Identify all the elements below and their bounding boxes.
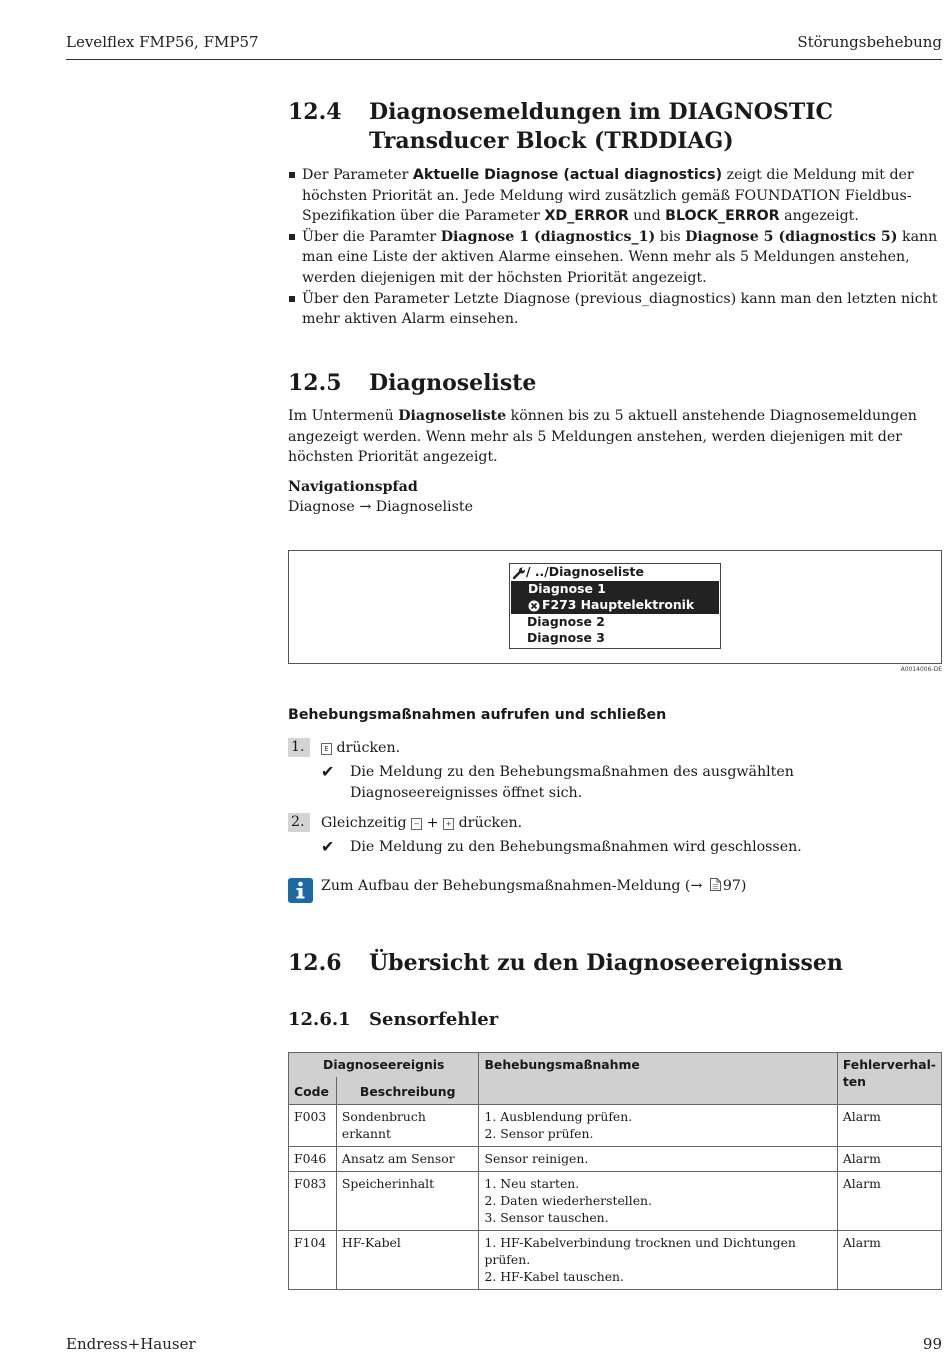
- section-12-6-1-heading: [288, 1008, 498, 1032]
- cell-behavior: Alarm: [837, 1105, 941, 1147]
- cell-code: F046: [289, 1147, 337, 1172]
- cell-behavior: Alarm: [837, 1172, 941, 1231]
- header-rule: [66, 59, 942, 60]
- cell-code: F083: [289, 1172, 337, 1231]
- checkmark-icon: ✔: [321, 762, 335, 781]
- sensor-error-table: [288, 1052, 942, 1290]
- figure-id: A0014006-DE: [900, 666, 942, 673]
- diagnoseliste-paragraph: Im Untermenü Diagnoseliste können bis zu 5 aktuell anstehende Diagnosemeldungen angezeigt werden. Wenn mehr als 5 Meldungen anstehen, werden diejenigen mit der höchsten Priorität angezeigt.: [288, 408, 917, 466]
- cell-description: HF-Kabel: [336, 1231, 479, 1290]
- plus-key-icon: +: [443, 818, 454, 830]
- section-12-4-heading: [288, 98, 942, 156]
- device-display: [509, 563, 721, 649]
- section-12-6-heading: [288, 949, 942, 978]
- header-product: Levelflex FMP56, FMP57: [66, 33, 259, 51]
- section-number: 12.5: [288, 370, 342, 396]
- wrench-icon: [513, 567, 526, 579]
- page-reference-icon[interactable]: [710, 878, 721, 891]
- section-title: Übersicht zu den Diagnoseereignissen: [369, 950, 843, 976]
- display-item-event: F273 Hauptelektronik: [511, 597, 719, 614]
- step-1-number: 1.: [288, 738, 310, 757]
- step-1-text: E drücken.: [321, 738, 400, 759]
- error-circle-icon: [528, 600, 540, 612]
- cell-behavior: Alarm: [837, 1147, 941, 1172]
- info-icon: [288, 878, 313, 903]
- display-figure: [288, 550, 942, 664]
- footer-brand: Endress+Hauser: [66, 1335, 196, 1353]
- cell-action: 1. Neu starten. 2. Daten wiederherstellen. 3. Sensor tauschen.: [479, 1172, 837, 1231]
- trddiag-bullet-list: [288, 165, 942, 330]
- section-number: 12.4: [288, 99, 342, 125]
- header-chapter: Störungsbehebung: [797, 33, 942, 51]
- section-title: Sensorfehler: [369, 1009, 499, 1030]
- navigation-path: Diagnose → Diagnoseliste: [288, 499, 473, 515]
- table-row: [289, 1147, 942, 1172]
- cell-description: Ansatz am Sensor: [336, 1147, 479, 1172]
- cell-description: Sondenbruch erkannt: [336, 1105, 479, 1147]
- cell-description: Speicherinhalt: [336, 1172, 479, 1231]
- table-row: [289, 1231, 942, 1290]
- section-number: 12.6.1: [288, 1009, 351, 1030]
- section-title: Diagnosemeldungen im DIAGNOSTIC Transducer Block (TRDDIAG): [369, 99, 834, 154]
- header-fehlerverhalten: Fehlerverhal-ten: [837, 1053, 941, 1105]
- checkmark-icon: ✔: [321, 837, 335, 856]
- info-text: Zum Aufbau der Behebungsmaßnahmen-Meldung (→: [321, 878, 703, 894]
- section-number: 12.6: [288, 950, 342, 976]
- cell-action: 1. Ausblendung prüfen. 2. Sensor prüfen.: [479, 1105, 837, 1147]
- step-2-text: Gleichzeitig − + + drücken.: [321, 815, 523, 831]
- display-title-row: / ../Diagnoseliste: [510, 564, 720, 581]
- bullet-actual-diagnostics: Der Parameter Aktuelle Diagnose (actual diagnostics) zeigt die Meldung mit der höchsten Priorität an. Jede Meldung wird zusätzlich gemäß FOUNDATION Fieldbus-Spezifikation über die Parameter XD_ERROR und BLOCK_ERROR angezeigt.: [288, 165, 942, 227]
- bullet-previous-diagnostics: Über den Parameter Letzte Diagnose (previous_diagnostics) kann man den letzten nicht mehr aktiven Alarm einsehen.: [288, 289, 942, 330]
- table-row: [289, 1105, 942, 1147]
- display-item-diagnose-2[interactable]: Diagnose 2: [527, 613, 605, 629]
- table-row: [289, 1172, 942, 1231]
- bullet-diagnostics-list: Über die Paramter Diagnose 1 (diagnostics_1) bis Diagnose 5 (diagnostics 5) kann man eine Liste der aktiven Alarme einsehen. Wenn mehr als 5 Meldungen anstehen, werden diejenigen mit der höchsten Priorität angezeigt.: [288, 227, 942, 289]
- section-12-5-heading: [288, 369, 942, 398]
- enter-key-icon: E: [321, 743, 332, 755]
- navigation-path-heading: Navigationspfad: [288, 479, 418, 495]
- header-behebungsmassnahme: Behebungsmaßnahme: [479, 1053, 837, 1105]
- info-page-ref[interactable]: 97): [722, 878, 747, 894]
- minus-key-icon: −: [411, 818, 422, 830]
- cell-action: 1. HF-Kabelverbindung trocknen und Dichtungen prüfen. 2. HF-Kabel tauschen.: [479, 1231, 837, 1290]
- steps-heading: Behebungsmaßnahmen aufrufen und schließen: [288, 707, 667, 723]
- cell-code: F003: [289, 1105, 337, 1147]
- step-2-result: ✔ Die Meldung zu den Behebungsmaßnahmen wird geschlossen.: [321, 837, 802, 856]
- cell-behavior: Alarm: [837, 1231, 941, 1290]
- header-diagnoseereignis: Diagnoseereignis: [289, 1053, 479, 1078]
- header-code: Code: [289, 1077, 337, 1105]
- step-2-number: 2.: [288, 813, 310, 832]
- page-number: 99: [922, 1335, 942, 1353]
- display-item-diagnose-3[interactable]: Diagnose 3: [527, 630, 605, 645]
- cell-action: Sensor reinigen.: [479, 1147, 837, 1172]
- cell-code: F104: [289, 1231, 337, 1290]
- header-beschreibung: Beschreibung: [336, 1077, 479, 1105]
- section-title: Diagnoseliste: [369, 370, 537, 396]
- display-item-diagnose-1: Diagnose 1: [528, 580, 606, 596]
- step-1-result: ✔ Die Meldung zu den Behebungsmaßnahmen des ausgwählten Diagnoseereignisses öffnet sich.: [321, 762, 794, 801]
- display-selected-block[interactable]: [511, 581, 719, 614]
